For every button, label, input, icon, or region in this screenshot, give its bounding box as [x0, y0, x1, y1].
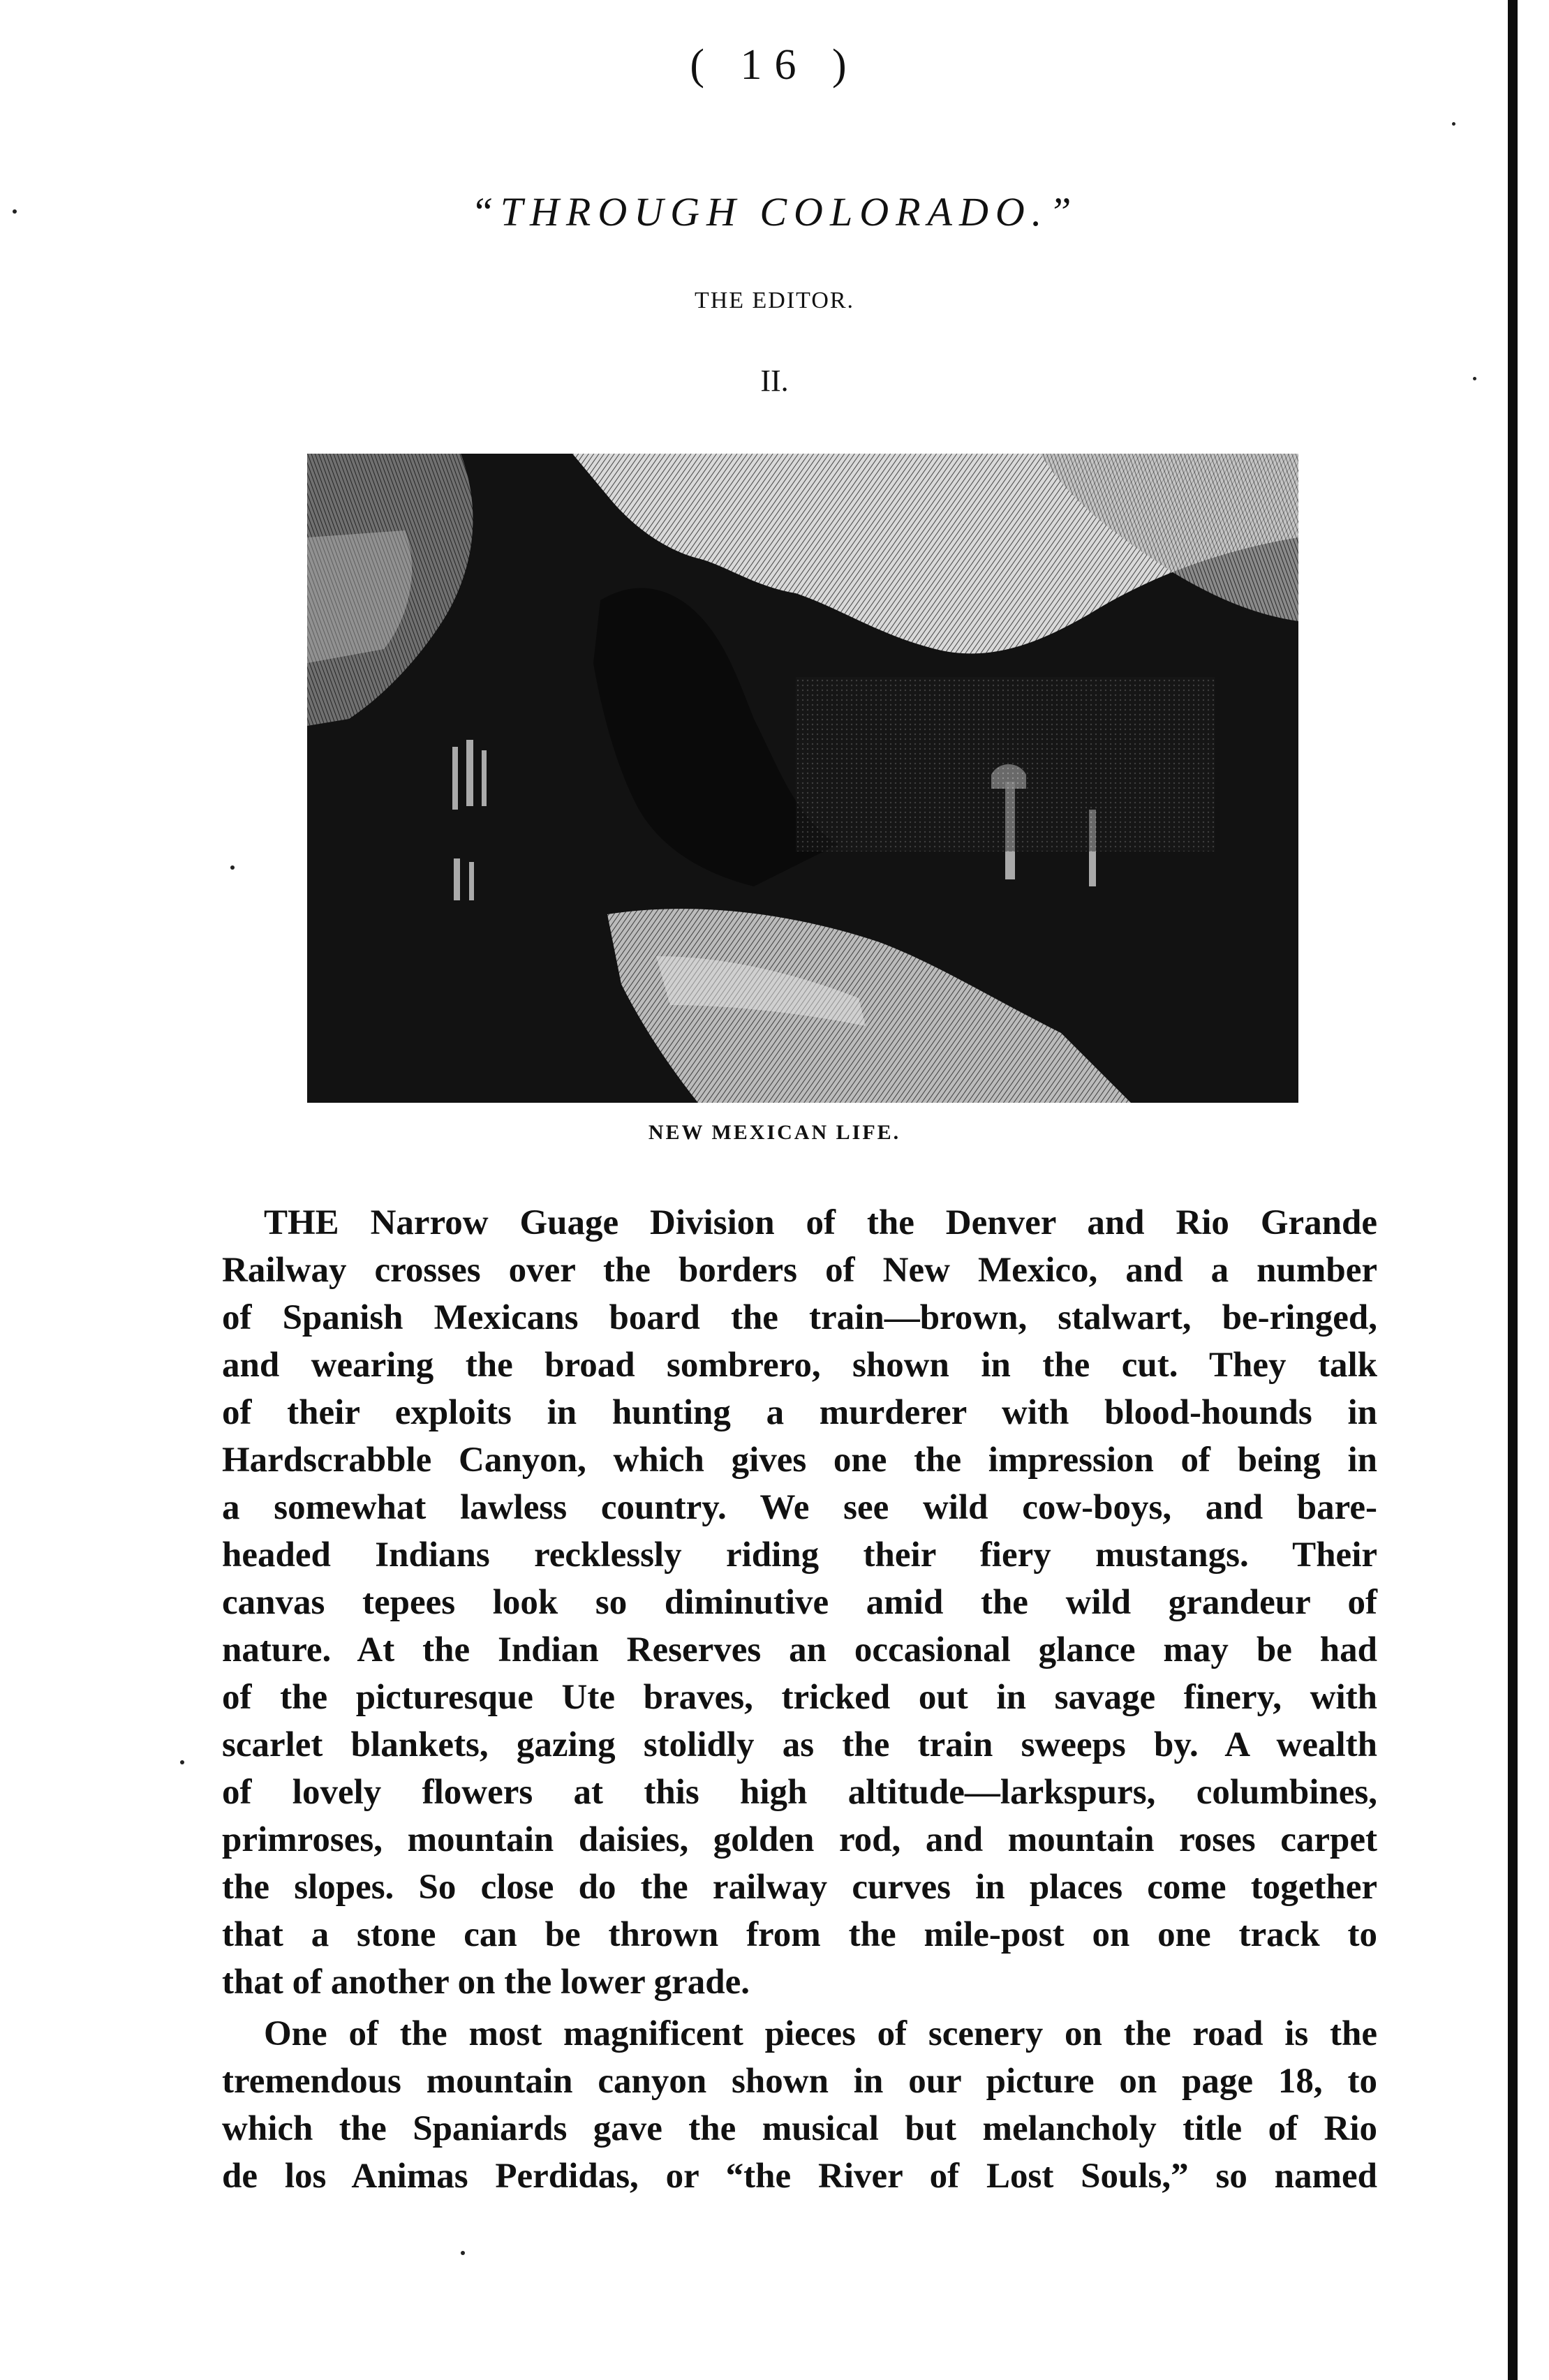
figure-caption: NEW MEXICAN LIFE.: [648, 1121, 901, 1144]
text-line: of their exploits in hunting a murderer with blood-hounds in: [222, 1393, 1377, 1432]
text-line: of lovely flowers at this high altitude—larkspurs, columbines,: [222, 1773, 1377, 1812]
ink-speck: [1452, 122, 1455, 126]
text-line: Hardscrabble Canyon, which gives one the impression of being in: [222, 1441, 1377, 1480]
ink-speck: [230, 865, 235, 870]
text-line: primroses, mountain daisies, golden rod, and mountain roses carpet: [222, 1820, 1377, 1859]
ink-speck: [180, 1760, 184, 1764]
text-line: nature. At the Indian Reserves an occasional glance may be had: [222, 1630, 1377, 1669]
text-line: canvas tepees look so diminutive amid the wild grandeur of: [222, 1583, 1377, 1622]
article-body: [222, 1199, 1377, 2200]
article-author: THE EDITOR.: [694, 288, 855, 313]
text-line: of Spanish Mexicans board the train—brown, stalwart, be-ringed,: [222, 1298, 1377, 1337]
page-edge-rule: [1508, 0, 1518, 2380]
ink-speck: [1473, 377, 1476, 380]
text-line: THE Narrow Guage Division of the Denver and Rio Grande: [264, 1203, 1377, 1242]
text-line: that a stone can be thrown from the mile-post on one track to: [222, 1915, 1377, 1954]
text-line: One of the most magnificent pieces of scenery on the road is the: [264, 2014, 1377, 2053]
ink-speck: [461, 2251, 465, 2255]
text-line: that of another on the lower grade.: [222, 1963, 750, 2002]
text-line: and wearing the broad sombrero, shown in the cut. They talk: [222, 1346, 1377, 1385]
text-line: headed Indians recklessly riding their fiery mustangs. Their: [222, 1535, 1377, 1575]
text-line: of the picturesque Ute braves, tricked out in savage finery, with: [222, 1678, 1377, 1717]
text-line: de los Animas Perdidas, or “the River of Lost Souls,” so named: [222, 2157, 1377, 2196]
ink-speck: [13, 209, 17, 214]
text-line: a somewhat lawless country. We see wild cow-boys, and bare-: [222, 1488, 1377, 1527]
text-line: scarlet blankets, gazing stolidly as the train sweeps by. A wealth: [222, 1725, 1377, 1764]
paragraph-1: [222, 1199, 1377, 2006]
paragraph-2: [222, 2010, 1377, 2200]
article-part-number: II.: [760, 364, 789, 398]
article-title: “THROUGH COLORADO.”: [470, 189, 1079, 235]
page-number: ( 16 ): [690, 41, 859, 89]
text-line: the slopes. So close do the railway curves in places come together: [222, 1868, 1377, 1907]
text-line: which the Spaniards gave the musical but melancholy title of Rio: [222, 2109, 1377, 2148]
engraving-illustration: [307, 454, 1298, 1103]
text-line: Railway crosses over the borders of New Mexico, and a number: [222, 1251, 1377, 1290]
text-line: tremendous mountain canyon shown in our picture on page 18, to: [222, 2062, 1377, 2101]
